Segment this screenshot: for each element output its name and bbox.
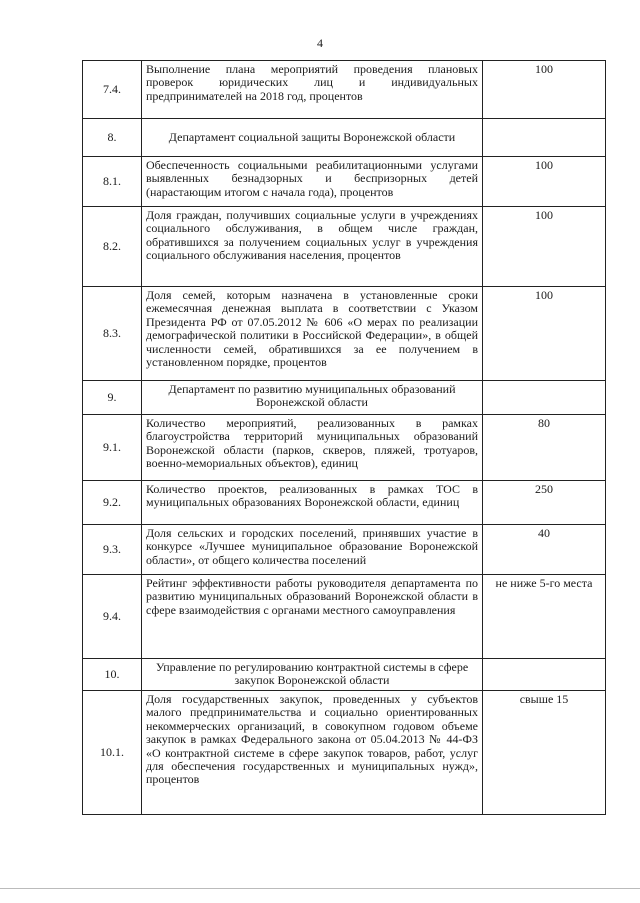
indicator-value: [483, 119, 606, 157]
indicators-table: [82, 60, 606, 815]
indicator-value: 100: [483, 61, 606, 119]
indicator-value: 100: [483, 207, 606, 287]
section-title: Управление по регулированию контрактной системы в сфере закупок Воронежской области: [142, 659, 483, 691]
row-number: 8.: [83, 119, 142, 157]
row-number: 9.3.: [83, 525, 142, 575]
row-number: 9.4.: [83, 575, 142, 659]
row-number: 9.: [83, 381, 142, 415]
table-row: [83, 575, 606, 659]
indicator-name: Доля семей, которым назначена в установленные сроки ежемесячная денежная выплата в соответствии с Указом Президента РФ от 07.05.2012 № 606 «О мерах по реализации демографической политики в Российской Федерации», в общей численности семей, обратившихся за ее получением в установленном порядке, процентов: [142, 287, 483, 381]
table-row: [83, 61, 606, 119]
indicator-name: Доля граждан, получивших социальные услуги в учреждениях социального обслуживания, в общем числе граждан, обратившихся за получением социальных услуг в учреждения социального обслуживания населения, процентов: [142, 207, 483, 287]
table-row: [83, 525, 606, 575]
row-number: 9.1.: [83, 415, 142, 481]
indicator-value: 100: [483, 287, 606, 381]
page-edge-line: [0, 888, 640, 889]
section-row: [83, 381, 606, 415]
row-number: 8.2.: [83, 207, 142, 287]
indicator-value: 100: [483, 157, 606, 207]
row-number: 8.3.: [83, 287, 142, 381]
row-number: 10.: [83, 659, 142, 691]
indicator-name: Выполнение плана мероприятий проведения плановых проверок юридических лиц и индивидуальных предпринимателей на 2018 год, процентов: [142, 61, 483, 119]
indicator-value: не ниже 5-го места: [483, 575, 606, 659]
section-title: Департамент по развитию муниципальных образований Воронежской области: [142, 381, 483, 415]
indicator-name: Рейтинг эффективности работы руководителя департамента по развитию муниципальных образований Воронежской области в сфере взаимодействия с органами местного самоуправления: [142, 575, 483, 659]
table-row: [83, 287, 606, 381]
row-number: 8.1.: [83, 157, 142, 207]
indicator-name: Обеспеченность социальными реабилитационными услугами выявленных безнадзорных и беспризорных детей (нарастающим итогом с начала года), процентов: [142, 157, 483, 207]
indicator-value: [483, 381, 606, 415]
indicator-value: 250: [483, 481, 606, 525]
row-number: 9.2.: [83, 481, 142, 525]
table-row: [83, 481, 606, 525]
table-row: [83, 415, 606, 481]
indicator-value: 40: [483, 525, 606, 575]
section-title: Департамент социальной защиты Воронежской области: [142, 119, 483, 157]
indicator-name: Количество проектов, реализованных в рамках ТОС в муниципальных образованиях Воронежской области, единиц: [142, 481, 483, 525]
row-number: 7.4.: [83, 61, 142, 119]
page-number: 4: [317, 36, 323, 50]
row-number: 10.1.: [83, 691, 142, 815]
section-row: [83, 119, 606, 157]
indicator-value: свыше 15: [483, 691, 606, 815]
indicator-name: Количество мероприятий, реализованных в рамках благоустройства территорий муниципальных образований Воронежской области (парков, скверов, пляжей, тротуаров, военно-мемориальных объектов), единиц: [142, 415, 483, 481]
indicator-name: Доля государственных закупок, проведенных у субъектов малого предпринимательства и социально ориентированных некоммерческих организаций, в совокупном годовом объеме закупок в рамках Федерального закона от 05.04.2013 № 44-ФЗ «О контрактной системе в сфере закупок товаров, работ, услуг для обеспечения государственных и муниципальных нужд», процентов: [142, 691, 483, 815]
section-row: [83, 659, 606, 691]
indicator-value: 80: [483, 415, 606, 481]
table-row: [83, 157, 606, 207]
table-row: [83, 691, 606, 815]
indicator-value: [483, 659, 606, 691]
indicator-name: Доля сельских и городских поселений, принявших участие в конкурсе «Лучшее муниципальное образование Воронежской области», от общего количества поселений: [142, 525, 483, 575]
table-row: [83, 207, 606, 287]
